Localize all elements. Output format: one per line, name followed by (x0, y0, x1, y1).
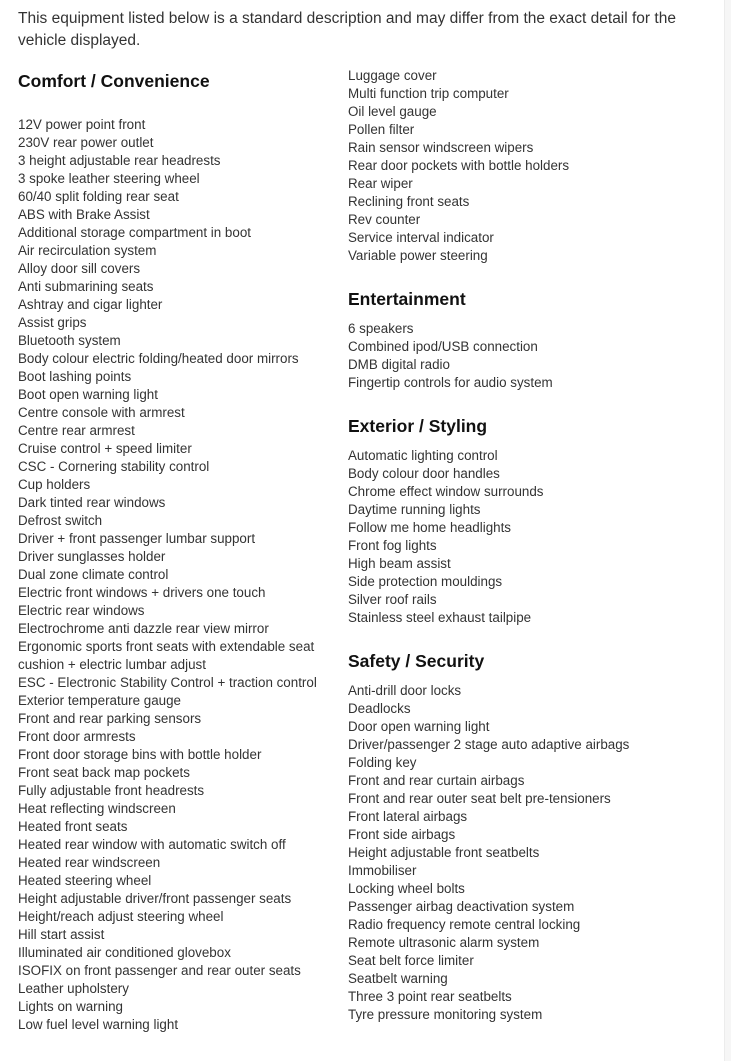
equipment-item: Automatic lighting control (348, 448, 498, 463)
equipment-item: Service interval indicator (348, 230, 494, 245)
safety-list (348, 682, 708, 1024)
equipment-item: Chrome effect window surrounds (348, 484, 544, 499)
equipment-item: Rain sensor windscreen wipers (348, 140, 534, 155)
equipment-item: Front fog lights (348, 538, 437, 553)
equipment-item: Heated rear windscreen (18, 855, 161, 870)
equipment-item: Electric front windows + drivers one touch (18, 585, 266, 600)
equipment-column-left (18, 65, 340, 1034)
equipment-item: Driver sunglasses holder (18, 549, 166, 564)
equipment-item: Front and rear curtain airbags (348, 773, 525, 788)
equipment-item: Oil level gauge (348, 104, 437, 119)
equipment-item: Front door storage bins with bottle holder (18, 747, 262, 762)
equipment-item: Front seat back map pockets (18, 765, 190, 780)
equipment-item: Hill start assist (18, 927, 105, 942)
equipment-item: Body colour door handles (348, 466, 500, 481)
equipment-item: Ergonomic sports front seats with extendable seat cushion + electric lumbar adjust (18, 639, 315, 672)
equipment-item: Seatbelt warning (348, 971, 448, 986)
equipment-item: Boot lashing points (18, 369, 132, 384)
equipment-item: Height/reach adjust steering wheel (18, 909, 224, 924)
equipment-item: Tyre pressure monitoring system (348, 1007, 543, 1022)
equipment-item: Three 3 point rear seatbelts (348, 989, 512, 1004)
section-safety (348, 645, 708, 1024)
equipment-item: Pollen filter (348, 122, 415, 137)
equipment-item: Passenger airbag deactivation system (348, 899, 575, 914)
equipment-item: Heated rear window with automatic switch off (18, 837, 286, 852)
exterior-list (348, 447, 708, 627)
equipment-item: High beam assist (348, 556, 451, 571)
equipment-item: Electrochrome anti dazzle rear view mirror (18, 621, 269, 636)
equipment-item: Stainless steel exhaust tailpipe (348, 610, 532, 625)
section-entertainment (348, 283, 708, 392)
equipment-item: Side protection mouldings (348, 574, 503, 589)
equipment-item: 3 height adjustable rear headrests (18, 153, 221, 168)
equipment-item: Heated steering wheel (18, 873, 152, 888)
equipment-item: Door open warning light (348, 719, 490, 734)
equipment-item: Folding key (348, 755, 417, 770)
equipment-item: Dual zone climate control (18, 567, 169, 582)
equipment-item: Ashtray and cigar lighter (18, 297, 163, 312)
section-title-safety: Safety / Security (348, 651, 485, 671)
equipment-item: Lights on warning (18, 999, 123, 1014)
equipment-item: Centre console with armrest (18, 405, 185, 420)
equipment-item: Variable power steering (348, 248, 488, 263)
equipment-item: Body colour electric folding/heated door mirrors (18, 351, 299, 366)
section-exterior (348, 410, 708, 627)
equipment-item: Multi function trip computer (348, 86, 509, 101)
equipment-item: Front lateral airbags (348, 809, 468, 824)
equipment-item: Electric rear windows (18, 603, 145, 618)
equipment-item: Cup holders (18, 477, 91, 492)
equipment-item: Front side airbags (348, 827, 456, 842)
equipment-item: Driver + front passenger lumbar support (18, 531, 256, 546)
equipment-item: Deadlocks (348, 701, 411, 716)
equipment-item: ABS with Brake Assist (18, 207, 150, 222)
equipment-item: Height adjustable driver/front passenger seats (18, 891, 292, 906)
equipment-item: Driver/passenger 2 stage auto adaptive airbags (348, 737, 630, 752)
section-title-comfort: Comfort / Convenience (18, 71, 210, 91)
comfort-list-continued (348, 67, 708, 265)
equipment-item: Height adjustable front seatbelts (348, 845, 540, 860)
equipment-item: Silver roof rails (348, 592, 437, 607)
equipment-item: Luggage cover (348, 68, 437, 83)
equipment-item: Locking wheel bolts (348, 881, 465, 896)
equipment-item: 230V rear power outlet (18, 135, 154, 150)
equipment-item: Air recirculation system (18, 243, 157, 258)
equipment-item: Fingertip controls for audio system (348, 375, 553, 390)
equipment-item: Cruise control + speed limiter (18, 441, 192, 456)
equipment-column-right (348, 67, 708, 1024)
equipment-disclaimer: This equipment listed below is a standard description and may differ from the exact detail for the vehicle displayed. (18, 10, 676, 49)
equipment-item: ESC - Electronic Stability Control + traction control (18, 675, 317, 690)
equipment-item: Front and rear outer seat belt pre-tensioners (348, 791, 611, 806)
comfort-list (18, 116, 340, 1034)
equipment-item: DMB digital radio (348, 357, 450, 372)
equipment-item: CSC - Cornering stability control (18, 459, 210, 474)
equipment-item: Leather upholstery (18, 981, 129, 996)
equipment-item: Alloy door sill covers (18, 261, 141, 276)
equipment-item: Assist grips (18, 315, 87, 330)
entertainment-list (348, 320, 708, 392)
equipment-item: Daytime running lights (348, 502, 481, 517)
section-comfort-continued (348, 67, 708, 265)
equipment-item: Bluetooth system (18, 333, 121, 348)
equipment-item: 3 spoke leather steering wheel (18, 171, 200, 186)
equipment-item: Illuminated air conditioned glovebox (18, 945, 231, 960)
equipment-item: ISOFIX on front passenger and rear outer seats (18, 963, 301, 978)
equipment-item: 60/40 split folding rear seat (18, 189, 179, 204)
equipment-item: Fully adjustable front headrests (18, 783, 205, 798)
equipment-item: Low fuel level warning light (18, 1017, 179, 1032)
equipment-item: Immobiliser (348, 863, 417, 878)
equipment-item: 6 speakers (348, 321, 414, 336)
equipment-item: Front door armrests (18, 729, 136, 744)
equipment-item: Remote ultrasonic alarm system (348, 935, 540, 950)
equipment-item: Additional storage compartment in boot (18, 225, 251, 240)
equipment-item: Rear door pockets with bottle holders (348, 158, 570, 173)
equipment-item: Seat belt force limiter (348, 953, 474, 968)
equipment-item: Dark tinted rear windows (18, 495, 166, 510)
equipment-item: Rev counter (348, 212, 421, 227)
equipment-item: Reclining front seats (348, 194, 470, 209)
equipment-item: 12V power point front (18, 117, 146, 132)
equipment-item: Front and rear parking sensors (18, 711, 202, 726)
equipment-item: Exterior temperature gauge (18, 693, 182, 708)
section-comfort (18, 65, 340, 1034)
equipment-item: Centre rear armrest (18, 423, 135, 438)
equipment-item: Combined ipod/USB connection (348, 339, 538, 354)
equipment-item: Boot open warning light (18, 387, 158, 402)
page-scrollbar-edge[interactable] (724, 0, 731, 1061)
section-title-entertainment: Entertainment (348, 289, 466, 309)
section-title-exterior: Exterior / Styling (348, 416, 488, 436)
equipment-item: Defrost switch (18, 513, 103, 528)
equipment-item: Radio frequency remote central locking (348, 917, 581, 932)
equipment-item: Anti-drill door locks (348, 683, 462, 698)
equipment-item: Follow me home headlights (348, 520, 512, 535)
equipment-item: Rear wiper (348, 176, 413, 191)
equipment-item: Heat reflecting windscreen (18, 801, 176, 816)
equipment-item: Heated front seats (18, 819, 128, 834)
equipment-item: Anti submarining seats (18, 279, 154, 294)
